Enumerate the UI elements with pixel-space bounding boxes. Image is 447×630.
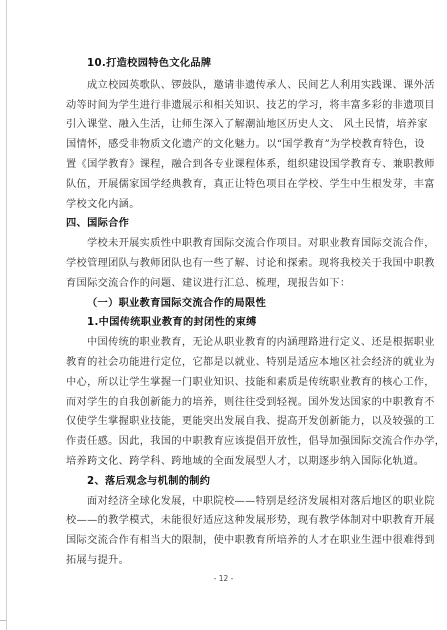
item-2-paragraph	[66, 492, 435, 571]
item-1-heading: 1.中国传统职业教育的封闭性的束缚	[87, 317, 257, 329]
section-10-paragraph	[66, 76, 435, 215]
paragraph-line: 学校文化内涵。	[66, 198, 140, 210]
paragraph-line: 成立校园英歌队、锣鼓队，邀请非遗传承人、民间艺人利用实践课、课外活	[87, 79, 435, 91]
paragraph-line: 作责任感。因此，我国的中职教育应该提倡开放性，倡导加强国际交流合作办学，	[66, 436, 446, 448]
paragraph-line: 置《国学教育》课程，融合到各专业课程体系，组织建设国学教育专、兼职教师	[66, 158, 435, 170]
paragraph-line: 学校管理团队与教师团队也有一些了解、讨论和探索。现将我校关于我国中职教	[66, 257, 435, 269]
section-10-heading: 10.打造校园特色文化品牌	[87, 58, 212, 69]
paragraph-line: 育国际交流合作的问题、建议进行汇总、梳理，现报告如下：	[66, 277, 351, 289]
item-1-paragraph	[66, 333, 446, 472]
paragraph-line: 培养跨文化、跨学科、跨地域的全面发展型人才，以期逐步纳入国际化轨道。	[66, 455, 425, 467]
page-edge-line	[6, 0, 7, 630]
paragraph-line: 学校未开展实质性中职教育国际交流合作项目。对职业教育国际交流合作，	[87, 238, 435, 250]
paragraph-line: 拓展与提升。	[66, 554, 130, 566]
section-4-paragraph	[66, 234, 435, 293]
subsection-1-heading: （一）职业教育国际交流合作的局限性	[87, 297, 267, 309]
paragraph-line: 校——的教学模式，未能很好适应这种发展形势，现有教学体制对中职教育开展	[66, 515, 435, 527]
paragraph-line: 而对学生的自我创新能力的培养，则往往受到轻视。国外发达国家的中职教育不	[66, 396, 435, 408]
page-number: - 12 -	[213, 574, 234, 583]
crop-mark	[0, 620, 6, 621]
item-2-heading: 2、落后观念与机制的制约	[87, 475, 211, 487]
paragraph-line: 动等时间为学生进行非遗展示和相关知识、技艺的学习，将丰富多彩的非遗项目	[66, 99, 435, 111]
paragraph-line: 队伍，开展儒家国学经典教育，真正让特色项目在学校、学生中生根发芽，丰富	[66, 178, 435, 190]
paragraph-line: 中国传统的职业教育，无论从职业教育的内涵理路进行定义、还是根据职业	[87, 337, 435, 349]
paragraph-line: 国际交流合作有相当大的限制，使中职教育所培养的人才在职业生涯中很难得到	[66, 535, 435, 547]
paragraph-line: 面对经济全球化发展，中职院校——特别是经济发展相对落后地区的职业院	[87, 495, 435, 507]
page-body	[66, 54, 446, 571]
paragraph-line: 仅使学生掌握职业技能，更能突出发展自我、提高开发创新能力，以及较强的工	[66, 416, 435, 428]
paragraph-line: 中心，所以让学生掌握一门职业知识、技能和素质是传统职业教育的核心工作，	[66, 376, 435, 388]
paragraph-line: 引入课堂、融入生活，让师生深入了解潮汕地区历史人文、 风土民情，培养家	[66, 119, 428, 131]
paragraph-line: 教育的社会功能进行定位，它都是以就业、特别是适应本地区社会经济的就业为	[66, 356, 435, 368]
paragraph-line: 国情怀，感受非物质文化遗产的文化魅力。以“国学教育”为学校教育特色，设	[66, 139, 425, 151]
section-4-heading: 四、国际合作	[66, 218, 130, 230]
